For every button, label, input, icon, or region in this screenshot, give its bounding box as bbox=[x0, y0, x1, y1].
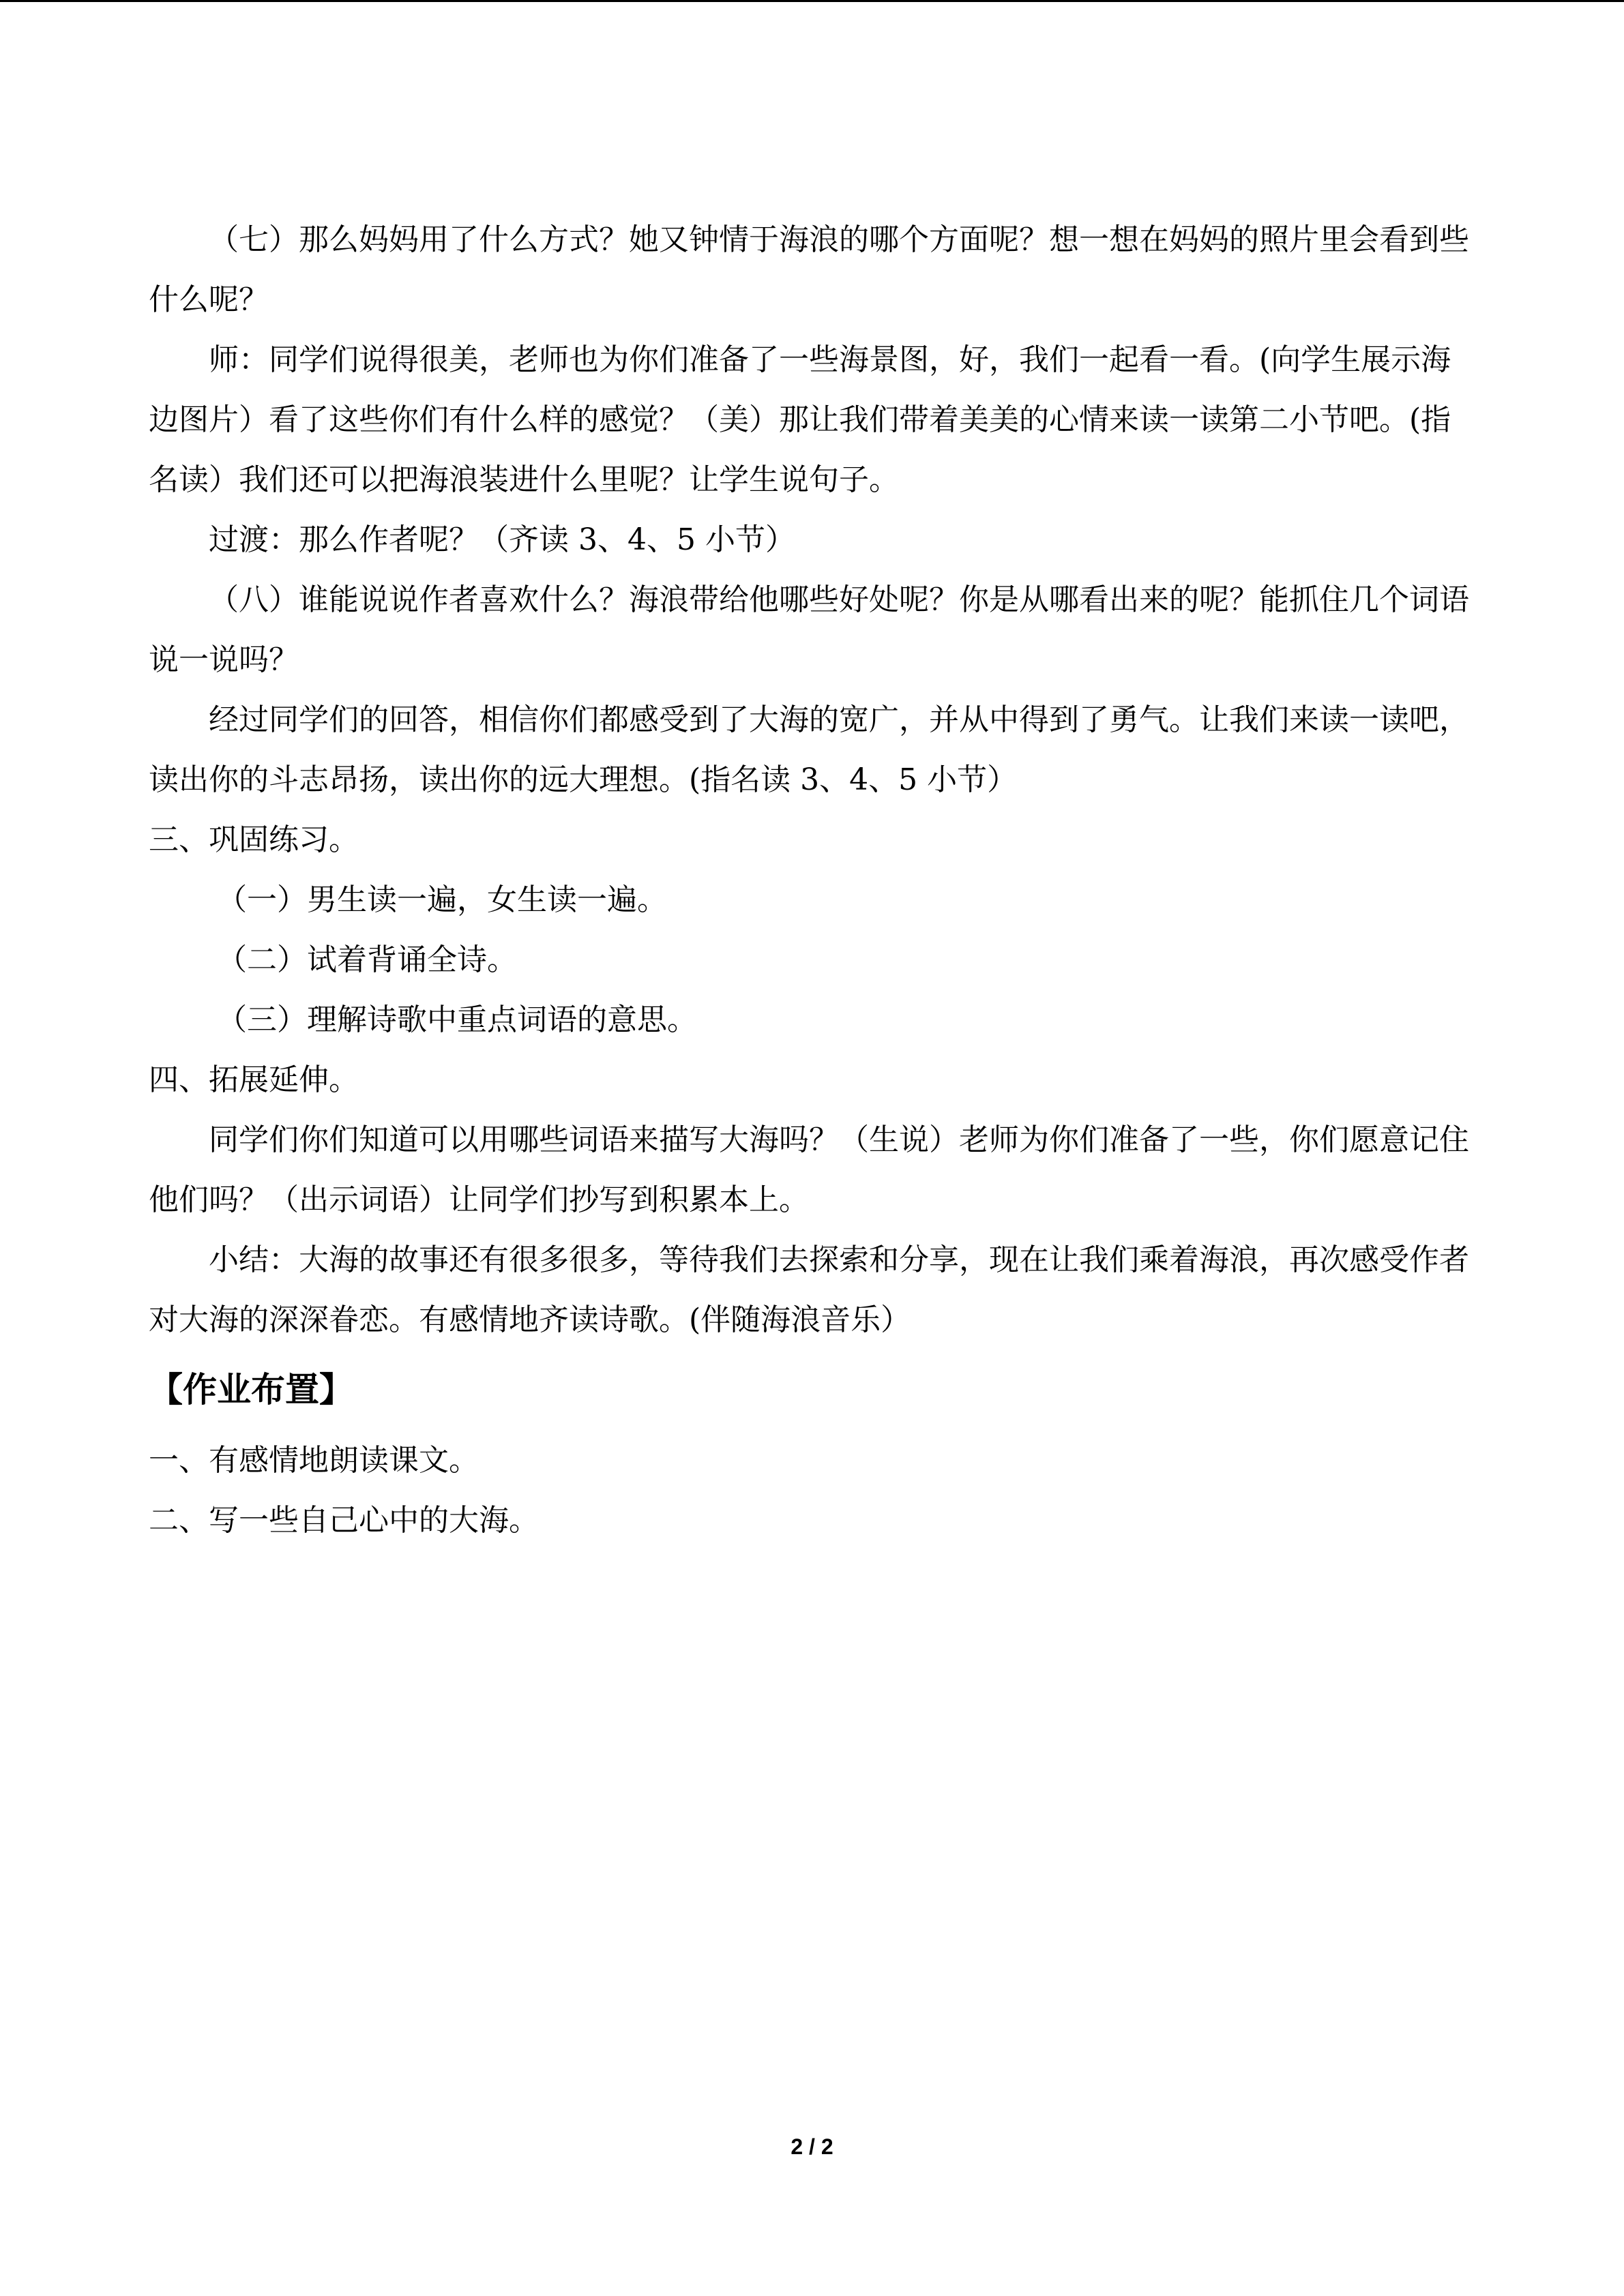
page-top-border bbox=[0, 0, 1624, 2]
paragraph-summary-reading: 经过同学们的回答，相信你们都感受到了大海的宽广，并从中得到了勇气。让我们来读一读吧，读出你的斗志昂扬，读出你的远大理想。(指名读 3、4、5 小节） bbox=[149, 702, 1469, 797]
paragraph-step-eight: （八）谁能说说作者喜欢什么？海浪带给他哪些好处呢？你是从哪看出来的呢？能抓住几个词语说一说吗？ bbox=[149, 582, 1469, 677]
practice-item: （二）试着背诵全诗。 bbox=[217, 942, 517, 977]
section-heading-practice: 三、巩固练习。 bbox=[149, 822, 359, 857]
practice-item: （三）理解诗歌中重点词语的意思。 bbox=[217, 1002, 697, 1037]
paragraph-extension: 同学们你们知道可以用哪些词语来描写大海吗？（生说）老师为你们准备了一些，你们愿意记住他们吗？（出示词语）让同学们抄写到积累本上。 bbox=[149, 1122, 1469, 1217]
paragraph-teacher-remarks: 师：同学们说得很美，老师也为你们准备了一些海景图，好，我们一起看一看。(向学生展示海边图片）看了这些你们有什么样的感觉？（美）那让我们带着美美的心情来读一读第二小节吧。(指名读）我们还可以把海浪装进什么里呢？让学生说句子。 bbox=[149, 342, 1451, 497]
homework-item: 一、有感情地朗读课文。 bbox=[149, 1443, 479, 1478]
homework-item: 二、写一些自己心中的大海。 bbox=[149, 1503, 539, 1538]
page-number: 2 / 2 bbox=[791, 2134, 833, 2159]
homework-title: 【作业布置】 bbox=[149, 1370, 353, 1410]
section-heading-extension: 四、拓展延伸。 bbox=[149, 1062, 359, 1097]
paragraph-conclusion: 小结：大海的故事还有很多很多，等待我们去探索和分享，现在让我们乘着海浪，再次感受作者对大海的深深眷恋。有感情地齐读诗歌。(伴随海浪音乐） bbox=[149, 1242, 1469, 1337]
practice-item: （一）男生读一遍，女生读一遍。 bbox=[217, 882, 667, 917]
paragraph-step-seven: （七）那么妈妈用了什么方式？她又钟情于海浪的哪个方面呢？想一想在妈妈的照片里会看到些什么呢？ bbox=[149, 222, 1469, 317]
document-body bbox=[149, 210, 1472, 1551]
paragraph-transition: 过渡：那么作者呢？（齐读 3、4、5 小节） bbox=[209, 522, 795, 557]
